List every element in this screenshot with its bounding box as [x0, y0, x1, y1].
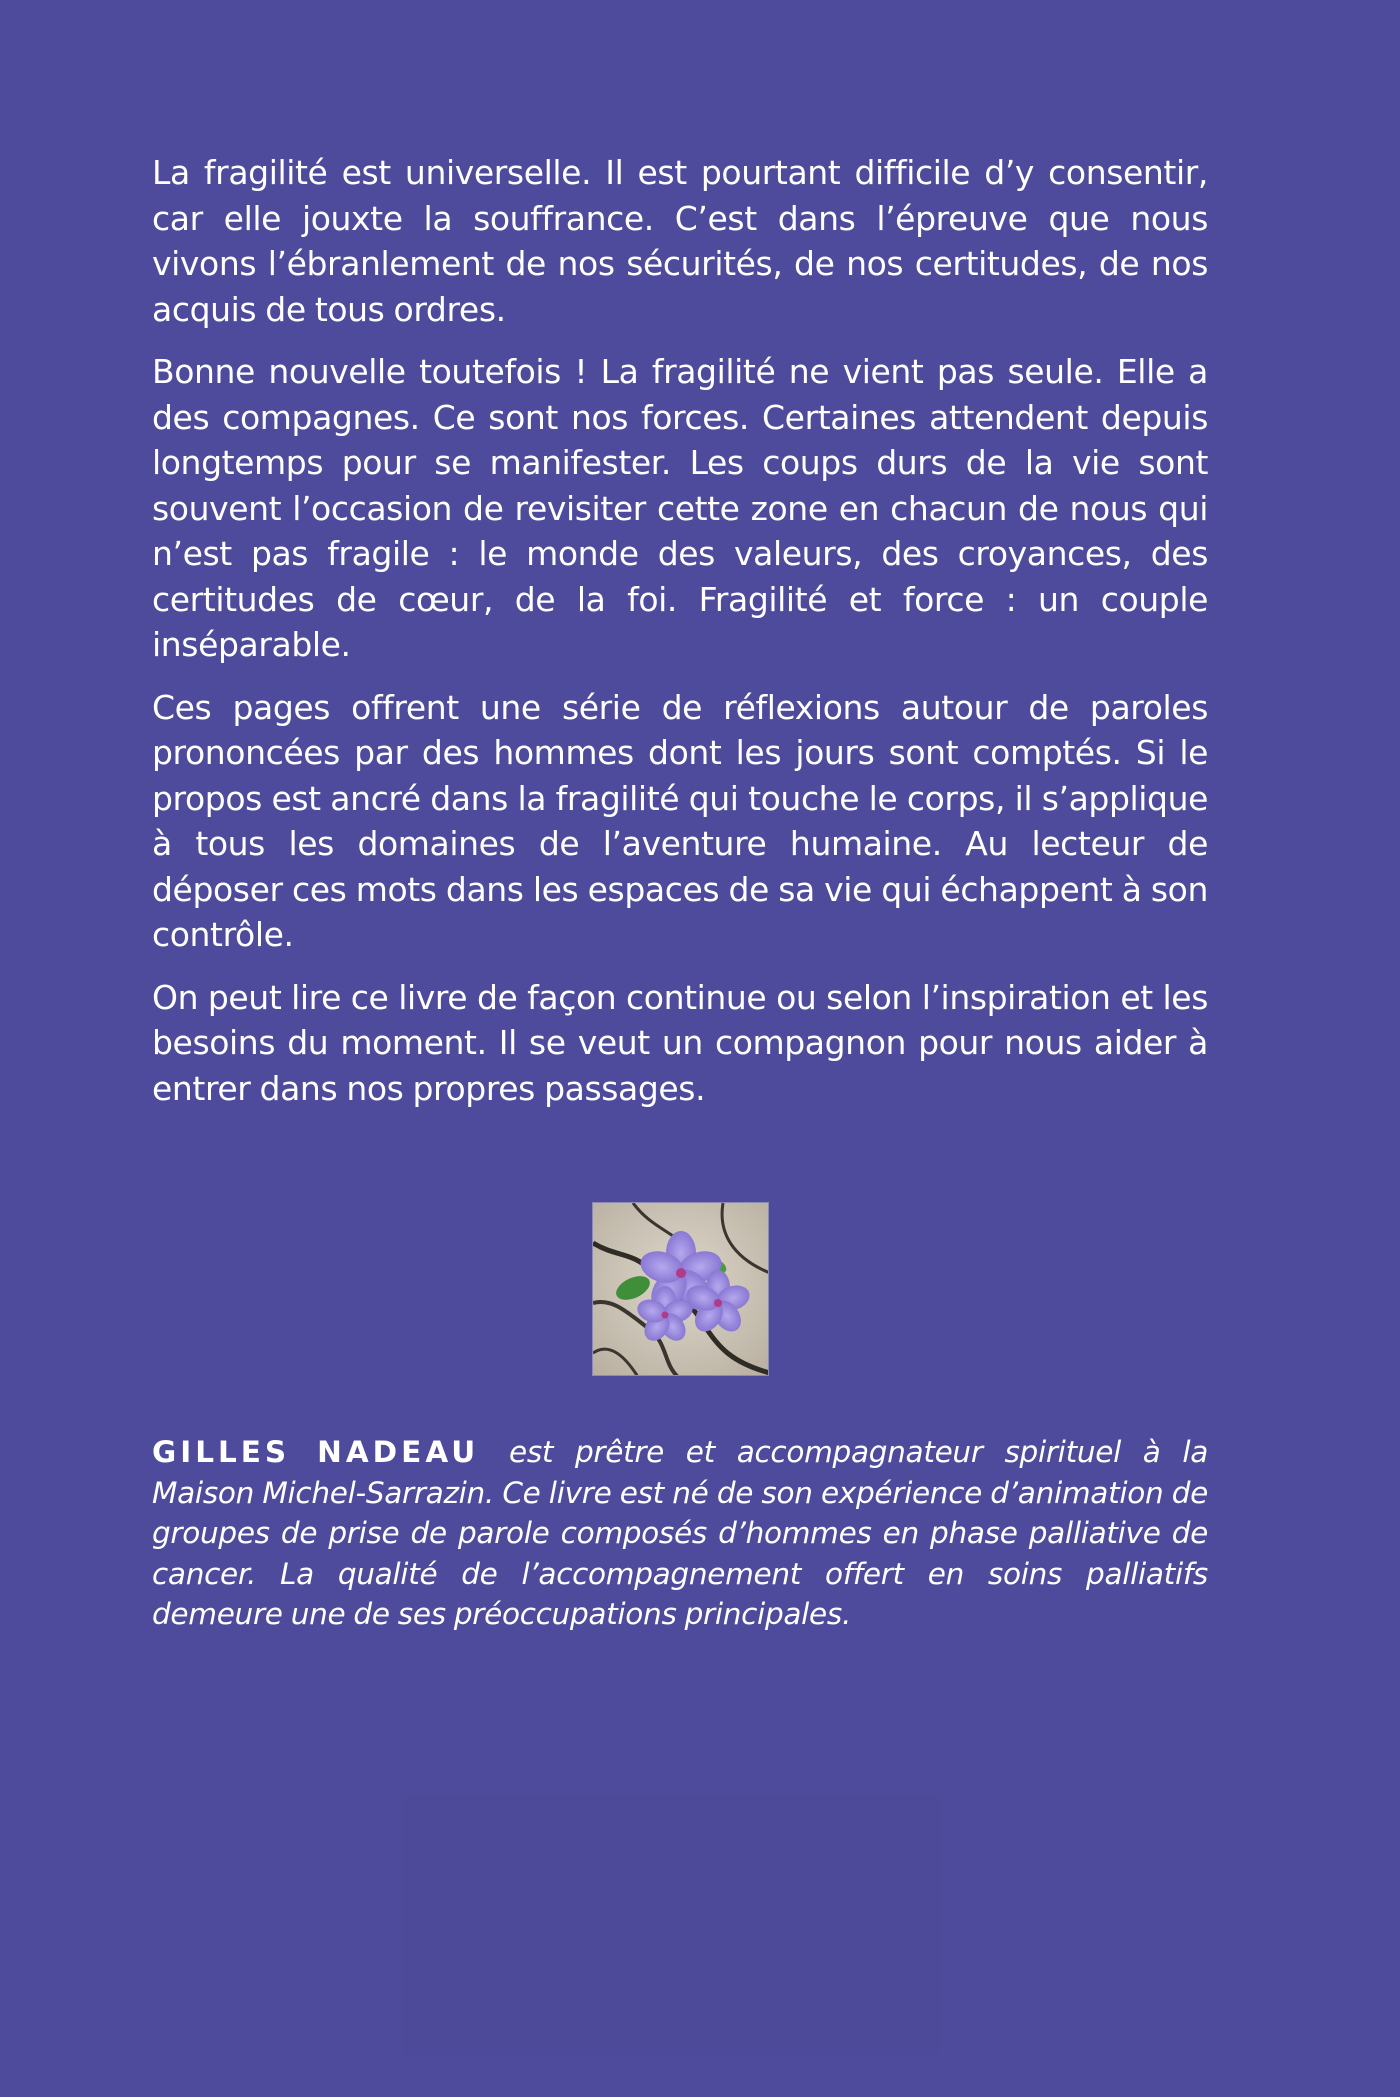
- flower-image: [592, 1202, 769, 1376]
- author-bio: [152, 1432, 1208, 1635]
- blurb-paragraph-2: Bonne nouvelle toutefois ! La fragilité ne vient pas seule. Elle a des compagnes. Ce sont nos forces. Certaines attendent depuis longtemps pour se manifester. Les coups durs de la vie sont souvent l’occasion de revisiter cette zone en chacun de nous qui n’est pas fragile : le monde des valeurs, des croyances, des certitudes de cœur, de la foi. Fragilité et force : un couple inséparable.: [152, 352, 1208, 664]
- barcode-area: [403, 1796, 940, 2056]
- blurb-text: [152, 150, 1208, 1128]
- blurb-paragraph-1: La fragilité est universelle. Il est pourtant difficile d’y consentir, car elle jouxte la souffrance. C’est dans l’épreuve que nous vivons l’ébranlement de nos sécurités, de nos certitudes, de nos acquis de tous ordres.: [152, 153, 1208, 329]
- flower-in-stone-illustration: [593, 1203, 769, 1376]
- blurb-paragraph-4: On peut lire ce livre de façon continue ou selon l’inspiration et les besoins du moment. Il se veut un compagnon pour nous aider à entrer dans nos propres passages.: [152, 977, 1208, 1108]
- author-bio-text: est prêtre et accompagnateur spirituel à la Maison Michel-Sarrazin. Ce livre est né de son expérience d’animation de groupes de prise de parole composés d’hommes en phase palliative de cancer. La qualité de l’accompagnement offert en soins palliatifs demeure une de ses préoccupations principales.: [152, 1435, 1208, 1632]
- author-name: GILLES NADEAU: [152, 1435, 480, 1469]
- blurb-paragraph-3: Ces pages offrent une série de réflexions autour de paroles prononcées par des hommes dont les jours sont comptés. Si le propos est ancré dans la fragilité qui touche le corps, il s’applique à tous les domaines de l’aventure humaine. Au lecteur de déposer ces mots dans les espaces de sa vie qui échappent à son contrôle.: [152, 687, 1208, 954]
